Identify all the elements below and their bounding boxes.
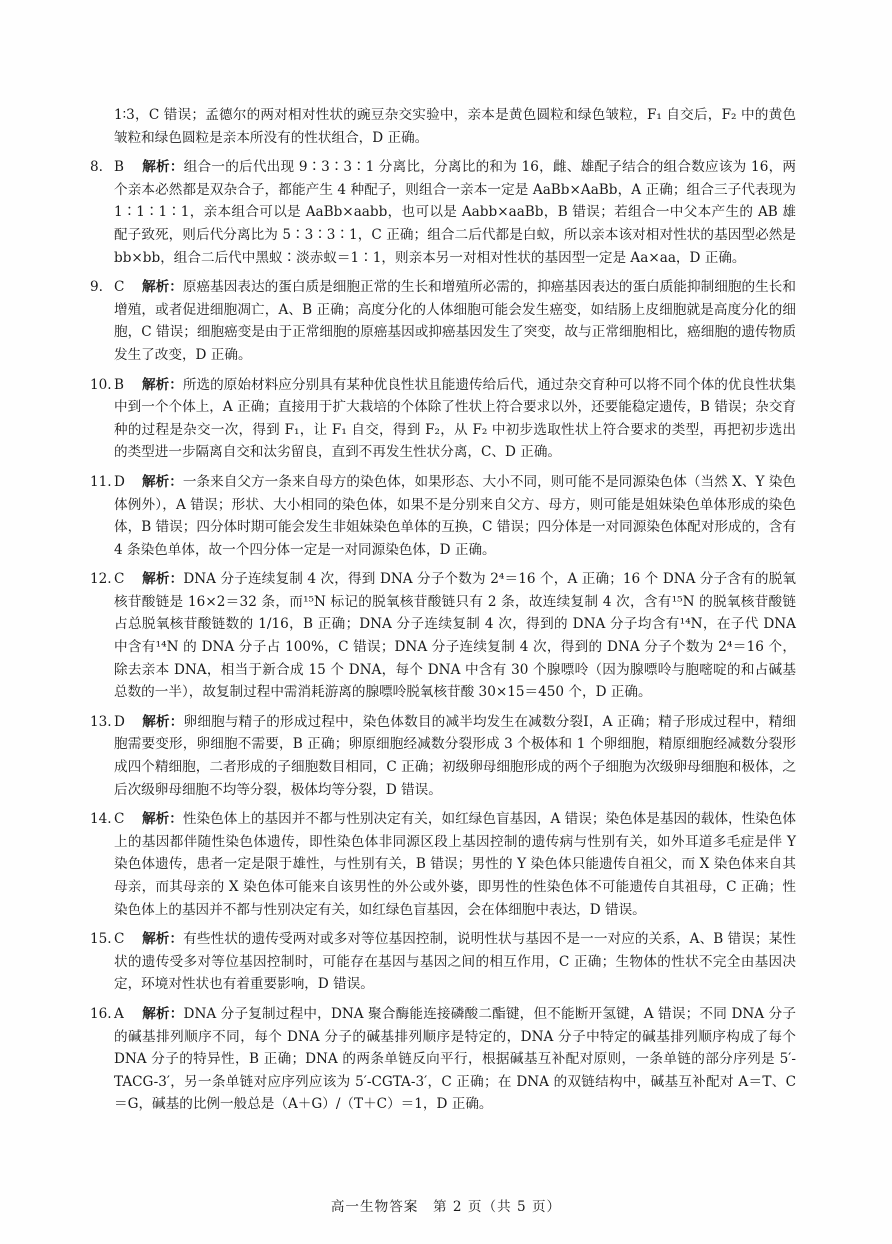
answer-item-8 <box>90 156 796 269</box>
analysis-label: 解析： <box>142 376 183 393</box>
analysis-label: 解析： <box>142 279 183 296</box>
item-number: 16. <box>90 1005 112 1022</box>
item-number: 12. <box>90 571 112 588</box>
item-answer: D <box>114 473 125 490</box>
continued-paragraph: 1∶3，C 错误；孟德尔的两对相对性状的豌豆杂交实验中，亲本是黄色圆粒和绿色皱粒，F₁ 自交后，F₂ 中的黄色皱粒和绿色圆粒是亲本所没有的性状组合，D 正确。 <box>114 107 796 146</box>
page-footer: 高一生物答案 第 2 页（共 5 页） <box>330 1199 562 1215</box>
item-number: 8. <box>90 159 103 176</box>
item-number: 10. <box>90 376 112 393</box>
item-answer: D <box>114 713 125 730</box>
analysis-label: 解析： <box>142 159 184 176</box>
analysis-label: 解析： <box>142 473 183 490</box>
analysis-label: 解析： <box>142 1005 184 1022</box>
answer-item-9 <box>90 276 796 366</box>
item-number: 14. <box>90 811 112 828</box>
item-answer: C <box>114 811 125 828</box>
page-content <box>90 104 797 1123</box>
analysis-text: 性染色体上的基因并不都与性别决定有关，如红绿色盲基因，A 错误；染色体是基因的载体，性染色体上的基因都伴随性染色体遗传，即性染色体非同源区段上基因控制的遗传病与性别有关，如外耳道多毛症是伴 Y 染色体遗传，患者一定是限于雄性，与性别有关，B 错误；男性的 Y 染色体只能遗传自祖父，而 X 染色体来自其母亲，而其母亲的 X 染色体可能来自该男性的外公或外婆，即男性的性染色体不可能遗传自其祖母，C 正确；性染色体上的基因并不都与性别决定有关，如红绿色盲基因，会在体细胞中表达，D 错误。 <box>114 811 797 918</box>
answer-item-16 <box>90 1003 796 1116</box>
analysis-label: 解析： <box>142 571 184 588</box>
item-answer: B <box>114 159 124 176</box>
item-number: 15. <box>90 931 112 948</box>
answer-item-10 <box>90 374 796 464</box>
analysis-text: 组合一的后代出现 9∶3∶3∶1 分离比，分离比的和为 16，雌、雄配子结合的组合数应该为 16，两个亲本必然都是双杂合子，都能产生 4 种配子，则组合一亲本一定是 AaBb×AaBb，A 正确；组合三子代表现为 1∶1∶1∶1，亲本组合可以是 AaBb×aabb，也可以是 Aabb×aaBb，B 错误；若组合一中父本产生的 AB 雄配子致死，则后代分离比为 5∶3∶3∶1，C 正确；组合二后代都是白蚁，所以亲本该对相对性状的基因型必然是 bb×bb，组合二后代中黑蚁∶淡赤蚁＝1∶1，则亲本另一对相对性状的基因型一定是 Aa×aa，D 正确。 <box>114 159 796 266</box>
analysis-label: 解析： <box>142 713 184 730</box>
answer-item-14 <box>90 808 797 921</box>
answer-item-13 <box>90 711 796 801</box>
analysis-text: DNA 分子复制过程中，DNA 聚合酶能连接磷酸二酯键，但不能断开氢键，A 错误；不同 DNA 分子的碱基排列顺序不同，每个 DNA 分子的碱基排列顺序是特定的，DNA 分子中特定的碱基排列顺序构成了每个 DNA 分子的特异性，B 正确；DNA 的两条单链反向平行，根据碱基互补配对原则，一条单链的部分序列是 5′-TACG-3′，另一条单链对应序列应该为 5′-CGTA-3′，C 正确；在 DNA 的双链结构中，碱基互补配对 A＝T、C＝G，碱基的比例一般总是（A＋G）/（T＋C）＝1，D 正确。 <box>114 1005 796 1113</box>
item-answer: B <box>114 376 124 393</box>
answer-item-12 <box>90 568 796 704</box>
analysis-text: 一条来自父方一条来自母方的染色体，如果形态、大小不同，则可能不是同源染色体（当然 X、Y 染色体例外），A 错误；形状、大小相同的染色体，如果不是分别来自父方、母方，则可能是姐妹染色单体形成的染色体，B 错误；四分体时期可能会发生非姐妹染色单体的互换，C 错误；四分体是一对同源染色体配对形成的，含有 4 条染色单体，故一个四分体一定是一对同源染色体，D 正确。 <box>114 473 797 558</box>
analysis-text: 所选的原始材料应分别具有某种优良性状且能遗传给后代，通过杂交育种可以将不同个体的优良性状集中到一个个体上，A 正确；直接用于扩大栽培的个体除了性状上符合要求以外，还要能稳定遗传，B 错误；杂交育种的过程是杂交一次，得到 F₁，让 F₁ 自交，得到 F₂，从 F₂ 中初步选取性状上符合要求的类型，再把初步选出的类型进一步隔离自交和汰劣留良，直到不再发生性状分离，C、D 正确。 <box>114 376 796 461</box>
answer-item-11 <box>90 471 797 561</box>
analysis-label: 解析： <box>142 811 183 828</box>
item-number: 11. <box>90 473 112 490</box>
item-number: 9. <box>90 279 103 296</box>
analysis-text: 卵细胞与精子的形成过程中，染色体数目的减半均发生在减数分裂Ⅰ，A 正确；精子形成过程中，精细胞需要变形，卵细胞不需要，B 正确；卵原细胞经减数分裂形成 3 个极体和 1 个卵细胞，精原细胞经减数分裂形成四个精细胞，二者形成的子细胞数目相同，C 正确；初级卵母细胞形成的两个子细胞为次级卵母细胞和极体，之后次级卵母细胞不均等分裂，极体均等分裂，D 错误。 <box>114 713 796 798</box>
item-answer: C <box>114 931 125 948</box>
answer-item-15 <box>90 928 797 996</box>
analysis-text: 有些性状的遗传受两对或多对等位基因控制，说明性状与基因不是一一对应的关系，A、B 错误；某性状的遗传受多对等位基因控制时，可能存在基因与基因之间的相互作用，C 正确；生物体的性状不完全由基因决定，环境对性状也有着重要影响，D 错误。 <box>114 931 797 993</box>
analysis-text: 原癌基因表达的蛋白质是细胞正常的生长和增殖所必需的，抑癌基因表达的蛋白质能抑制细胞的生长和增殖，或者促进细胞凋亡，A、B 正确；高度分化的人体细胞可能会发生癌变，如结肠上皮细胞就是高度分化的细胞，C 错误；细胞癌变是由于正常细胞的原癌基因或抑癌基因发生了突变，故与正常细胞相比，癌细胞的遗传物质发生了改变，D 正确。 <box>114 279 796 363</box>
analysis-label: 解析： <box>142 931 184 948</box>
item-answer: C <box>114 279 125 296</box>
analysis-text: DNA 分子连续复制 4 次，得到 DNA 分子个数为 2⁴＝16 个，A 正确；16 个 DNA 分子含有的脱氧核苷酸链是 16×2＝32 条，而¹⁵N 标记的脱氧核苷酸链只有 2 条，故连续复制 4 次，含有¹⁵N 的脱氧核苷酸链占总脱氧核苷酸链数的 1/16，B 正确；DNA 分子连续复制 4 次，得到的 DNA 分子均含有¹⁴N，在子代 DNA 中含有¹⁴N 的 DNA 分子占 100%，C 错误；DNA 分子连续复制 4 次，得到的 DNA 分子个数为 2⁴＝16 个，除去亲本 DNA，相当于新合成 15 个 DNA，每个 DNA 中含有 30 个腺嘌呤（因为腺嘌呤与胞嘧啶的和占碱基总数的一半），故复制过程中需消耗游离的腺嘌呤脱氧核苷酸 30×15＝450 个，D 正确。 <box>114 571 796 701</box>
item-answer: C <box>114 571 125 588</box>
item-answer: A <box>114 1005 124 1022</box>
item-number: 13. <box>90 713 112 730</box>
